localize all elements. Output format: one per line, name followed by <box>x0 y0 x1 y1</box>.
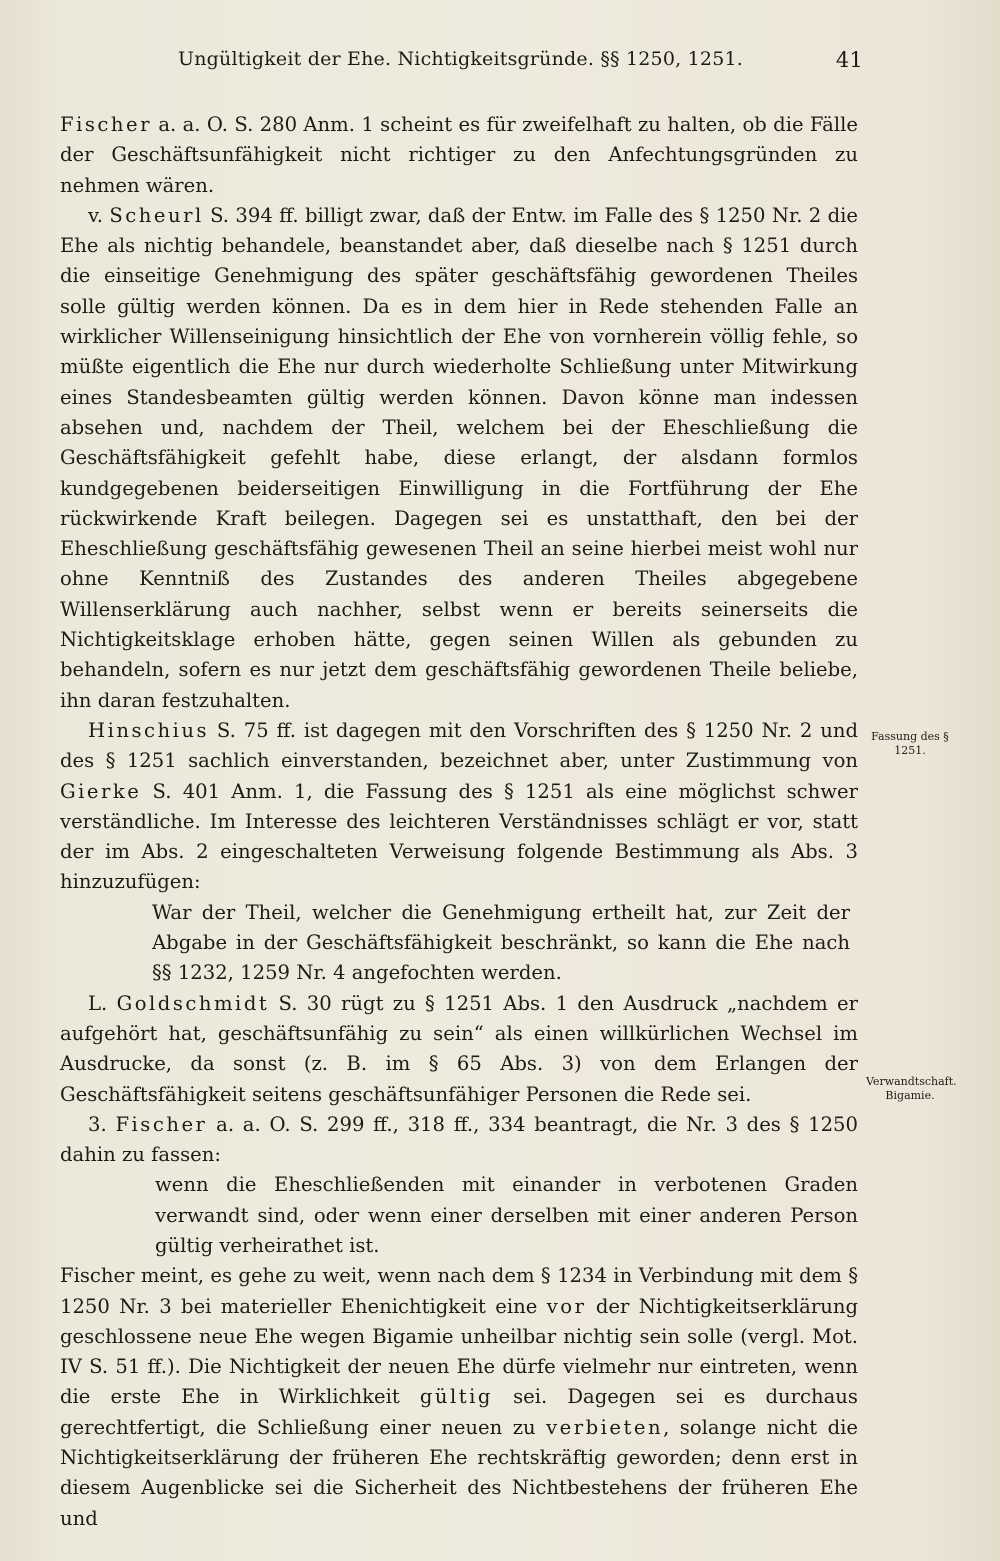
quote-proposal-2 <box>155 1170 858 1261</box>
page-number: 41 <box>835 48 863 72</box>
text-run: 3. <box>88 1112 116 1136</box>
spaced-name: Fischer <box>60 113 152 136</box>
text-run: S. 401 Anm. 1, die Fassung des § 1251 als eine möglichst schwer verständliche. Im Interesse des leichteren Verständnisses schlägt er vor, statt der im Abs. 2 eingeschalteten Verweisung folgende Bestimmung als Abs. 3 hinzuzufügen: <box>60 779 858 894</box>
text-run: S. 394 ff. billigt zwar, daß der Entw. im Falle des § 1250 Nr. 2 die Ehe als nichtig behandele, beanstandet aber, daß dieselbe nach § 1251 durch die einseitige Genehmigung des später geschäftsfähig gewordenen Theiles solle gültig werden können. Da es in dem hier in Rede stehenden Falle an wirklicher Willenseinigung hinsichtlich der Ehe von vornherein völlig fehle, so müßte eigentlich die Ehe nur durch wiederholte Schließung unter Mitwirkung eines Standesbeamten gültig werden können. Davon könne man indessen absehen und, nachdem der Theil, welchem bei der Eheschließung die Geschäftsfähigkeit gefehlt habe, diese erlangt, der alsdann formlos kundgegebenen beiderseitigen Einwilligung in die Fortführung der Ehe rückwirkende Kraft beilegen. Dagegen sei es unstatthaft, den bei der Eheschließung geschäftsfähig gewesenen Theil an seine hierbei meist wohl nur ohne Kenntniß des Zustandes des anderen Theiles abgegebene Willenserklärung auch nachher, selbst wenn er bereits seinerseits die Nichtigkeitsklage erhoben hätte, gegen seinen Willen als gebunden zu behandeln, sofern es nur jetzt dem geschäftsfähig gewordenen Theile beliebe, ihn daran festzuhalten. <box>60 203 859 712</box>
main-text <box>60 110 858 1534</box>
spaced-name: gültig <box>419 1385 493 1409</box>
paragraph-scheurl <box>60 201 858 716</box>
spaced-name: Fischer <box>115 1112 208 1136</box>
paragraph-goldschmidt <box>60 989 858 1110</box>
margin-note-fassung: Fassung des § 1251. <box>871 730 949 757</box>
text-run: der Nichtigkeitserklärung geschlossene neue Ehe wegen Bigamie unheilbar nichtig sein solle (vergl. Mot. IV S. 51 ff.). Die Nichtigkeit der neuen Ehe dürfe vielmehr nur eintreten, wenn die erste Ehe in Wirklichkeit <box>60 1294 858 1409</box>
paragraph-fischer-meint <box>60 1261 858 1534</box>
text-run: S. 75 ff. ist dagegen mit den Vorschriften des § 1250 Nr. 2 und des § 1251 sachlich einverstanden, bezeichnet aber, unter Zustimmung von <box>60 718 858 773</box>
spaced-name: Hinschius <box>88 718 210 742</box>
text-run: Fischer meint, es gehe zu weit, wenn nach dem § 1234 in Verbindung mit dem § 1250 Nr. 3 bei materieller Ehenichtigkeit eine <box>60 1264 858 1318</box>
quote-proposal-1 <box>152 898 850 989</box>
text-run: a. a. O. S. 280 Anm. 1 scheint es für zweifelhaft zu halten, ob die Fälle der Geschäftsunfähigkeit nicht richtiger zu den Anfechtungsgründen zu nehmen wären. <box>60 113 858 197</box>
spaced-name: vor <box>546 1294 587 1318</box>
text-run: , solange nicht die Nichtigkeitserklärung der früheren Ehe rechtskräftig geworden; denn erst in diesem Augenblicke sei die Sicherheit des Nichtbestehens der früheren Ehe und <box>60 1415 858 1530</box>
spaced-name: Goldschmidt <box>116 991 270 1015</box>
paragraph-hinschius <box>60 716 858 898</box>
spaced-name: verbieten <box>546 1415 664 1439</box>
text-run: sei. Dagegen sei es durchaus gerechtfertigt, die Schließung einer neuen zu <box>60 1385 858 1439</box>
margin-note-verwandtschaft: Verwandtschaft. Bigamie. <box>866 1075 957 1102</box>
text-run: a. a. O. S. 299 ff., 318 ff., 334 beantragt, die Nr. 3 des § 1250 dahin zu fassen: <box>60 1112 858 1167</box>
text-run: War der Theil, welcher die Genehmigung ertheilt hat, zur Zeit der Abgabe in der Geschäftsfähigkeit beschränkt, so kann die Ehe nach §§ 1232, 1259 Nr. 4 angefochten werden. <box>152 900 850 985</box>
spaced-name: Gierke <box>60 779 142 803</box>
running-title: Ungültigkeit der Ehe. Nichtigkeitsgründe. §§ 1250, 1251. <box>178 48 744 70</box>
paragraph-fischer-1 <box>60 110 858 201</box>
text-run: S. 30 rügt zu § 1251 Abs. 1 den Ausdruck „nachdem er aufgehört hat, geschäftsunfähig zu sein“ als einen willkürlichen Wechsel im Ausdrucke, da sonst (z. B. im § 65 Abs. 3) von dem Erlangen der Geschäftsfähigkeit seitens geschäftsunfähiger Personen die Rede sei. <box>60 991 858 1106</box>
text-run: wenn die Eheschließenden mit einander in verbotenen Graden verwandt sind, oder wenn einer derselben mit einer anderen Person gültig verheirathet ist. <box>155 1173 858 1257</box>
running-header <box>178 48 863 78</box>
text-run: v. <box>88 203 110 227</box>
text-run: L. <box>88 991 117 1015</box>
spaced-name: Scheurl <box>109 203 204 227</box>
paragraph-fischer-3 <box>60 1110 858 1171</box>
